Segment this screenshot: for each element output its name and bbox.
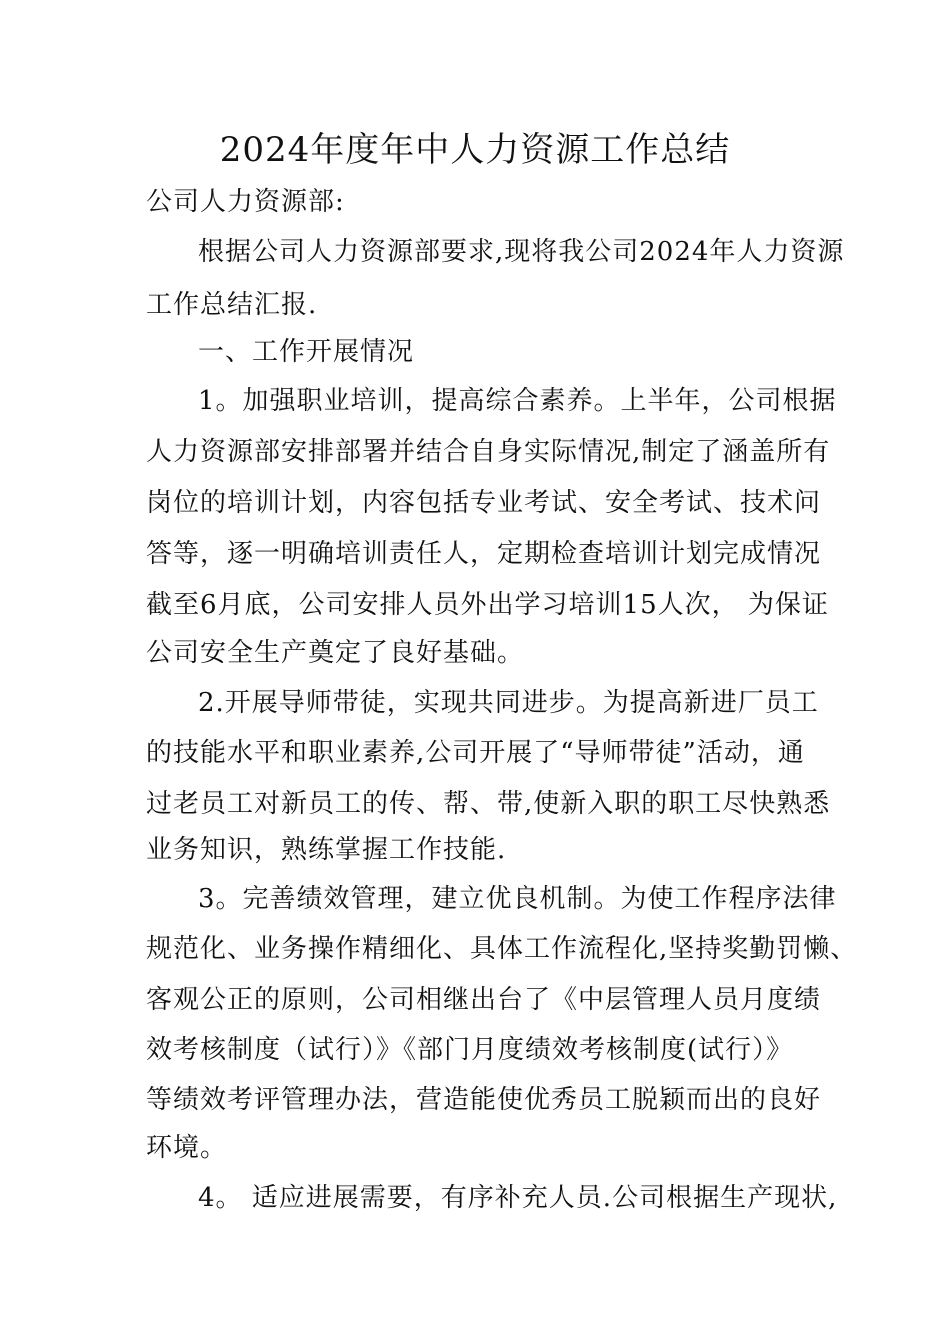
body-line: 根据公司人力资源部要求,现将我公司2024年人力资源 <box>198 237 845 267</box>
body-line: 截至6月底，公司安排人员外出学习培训15人次， 为保证 <box>146 590 829 620</box>
section-heading: 一、工作开展情况 <box>198 337 415 367</box>
body-line: 人力资源部安排部署并结合自身实际情况,制定了涵盖所有 <box>146 437 831 467</box>
body-line: 4。 适应进展需要，有序补充人员.公司根据生产现状, <box>198 1183 838 1213</box>
body-line: 答等，逐一明确培训责任人，定期检查培训计划完成情况 <box>146 539 822 569</box>
body-line: 工作总结汇报. <box>146 290 318 320</box>
body-line: 1。加强职业培训，提高综合素养。上半年，公司根据 <box>198 386 837 416</box>
body-line: 2.开展导师带徒，实现共同进步。为提高新进厂员工 <box>198 688 819 718</box>
body-line: 公司安全生产奠定了良好基础。 <box>146 638 525 668</box>
body-line: 岗位的培训计划，内容包括专业考试、安全考试、技术问 <box>146 488 822 518</box>
body-line: 业务知识，熟练掌握工作技能. <box>146 835 507 865</box>
document-title: 2024年度年中人力资源工作总结 <box>219 130 731 170</box>
body-line: 过老员工对新员工的传、帮、带,使新入职的职工尽快熟悉 <box>146 789 831 819</box>
body-line: 环境。 <box>146 1133 228 1163</box>
body-line: 客观公正的原则，公司相继出台了《中层管理人员月度绩 <box>146 985 822 1015</box>
body-line: 3。完善绩效管理，建立优良机制。为使工作程序法律 <box>198 884 837 914</box>
body-line: 等绩效考评管理办法，营造能使优秀员工脱颖而出的良好 <box>146 1085 822 1115</box>
salutation-line: 公司人力资源部: <box>146 187 345 217</box>
body-line: 的技能水平和职业素养,公司开展了“导师带徒”活动，通 <box>146 738 805 768</box>
body-line: 效考核制度（试行）》《部门月度绩效考核制度(试行）》 <box>146 1035 794 1065</box>
body-line: 规范化、业务操作精细化、具体工作流程化,坚持奖勤罚懒、 <box>146 934 858 964</box>
